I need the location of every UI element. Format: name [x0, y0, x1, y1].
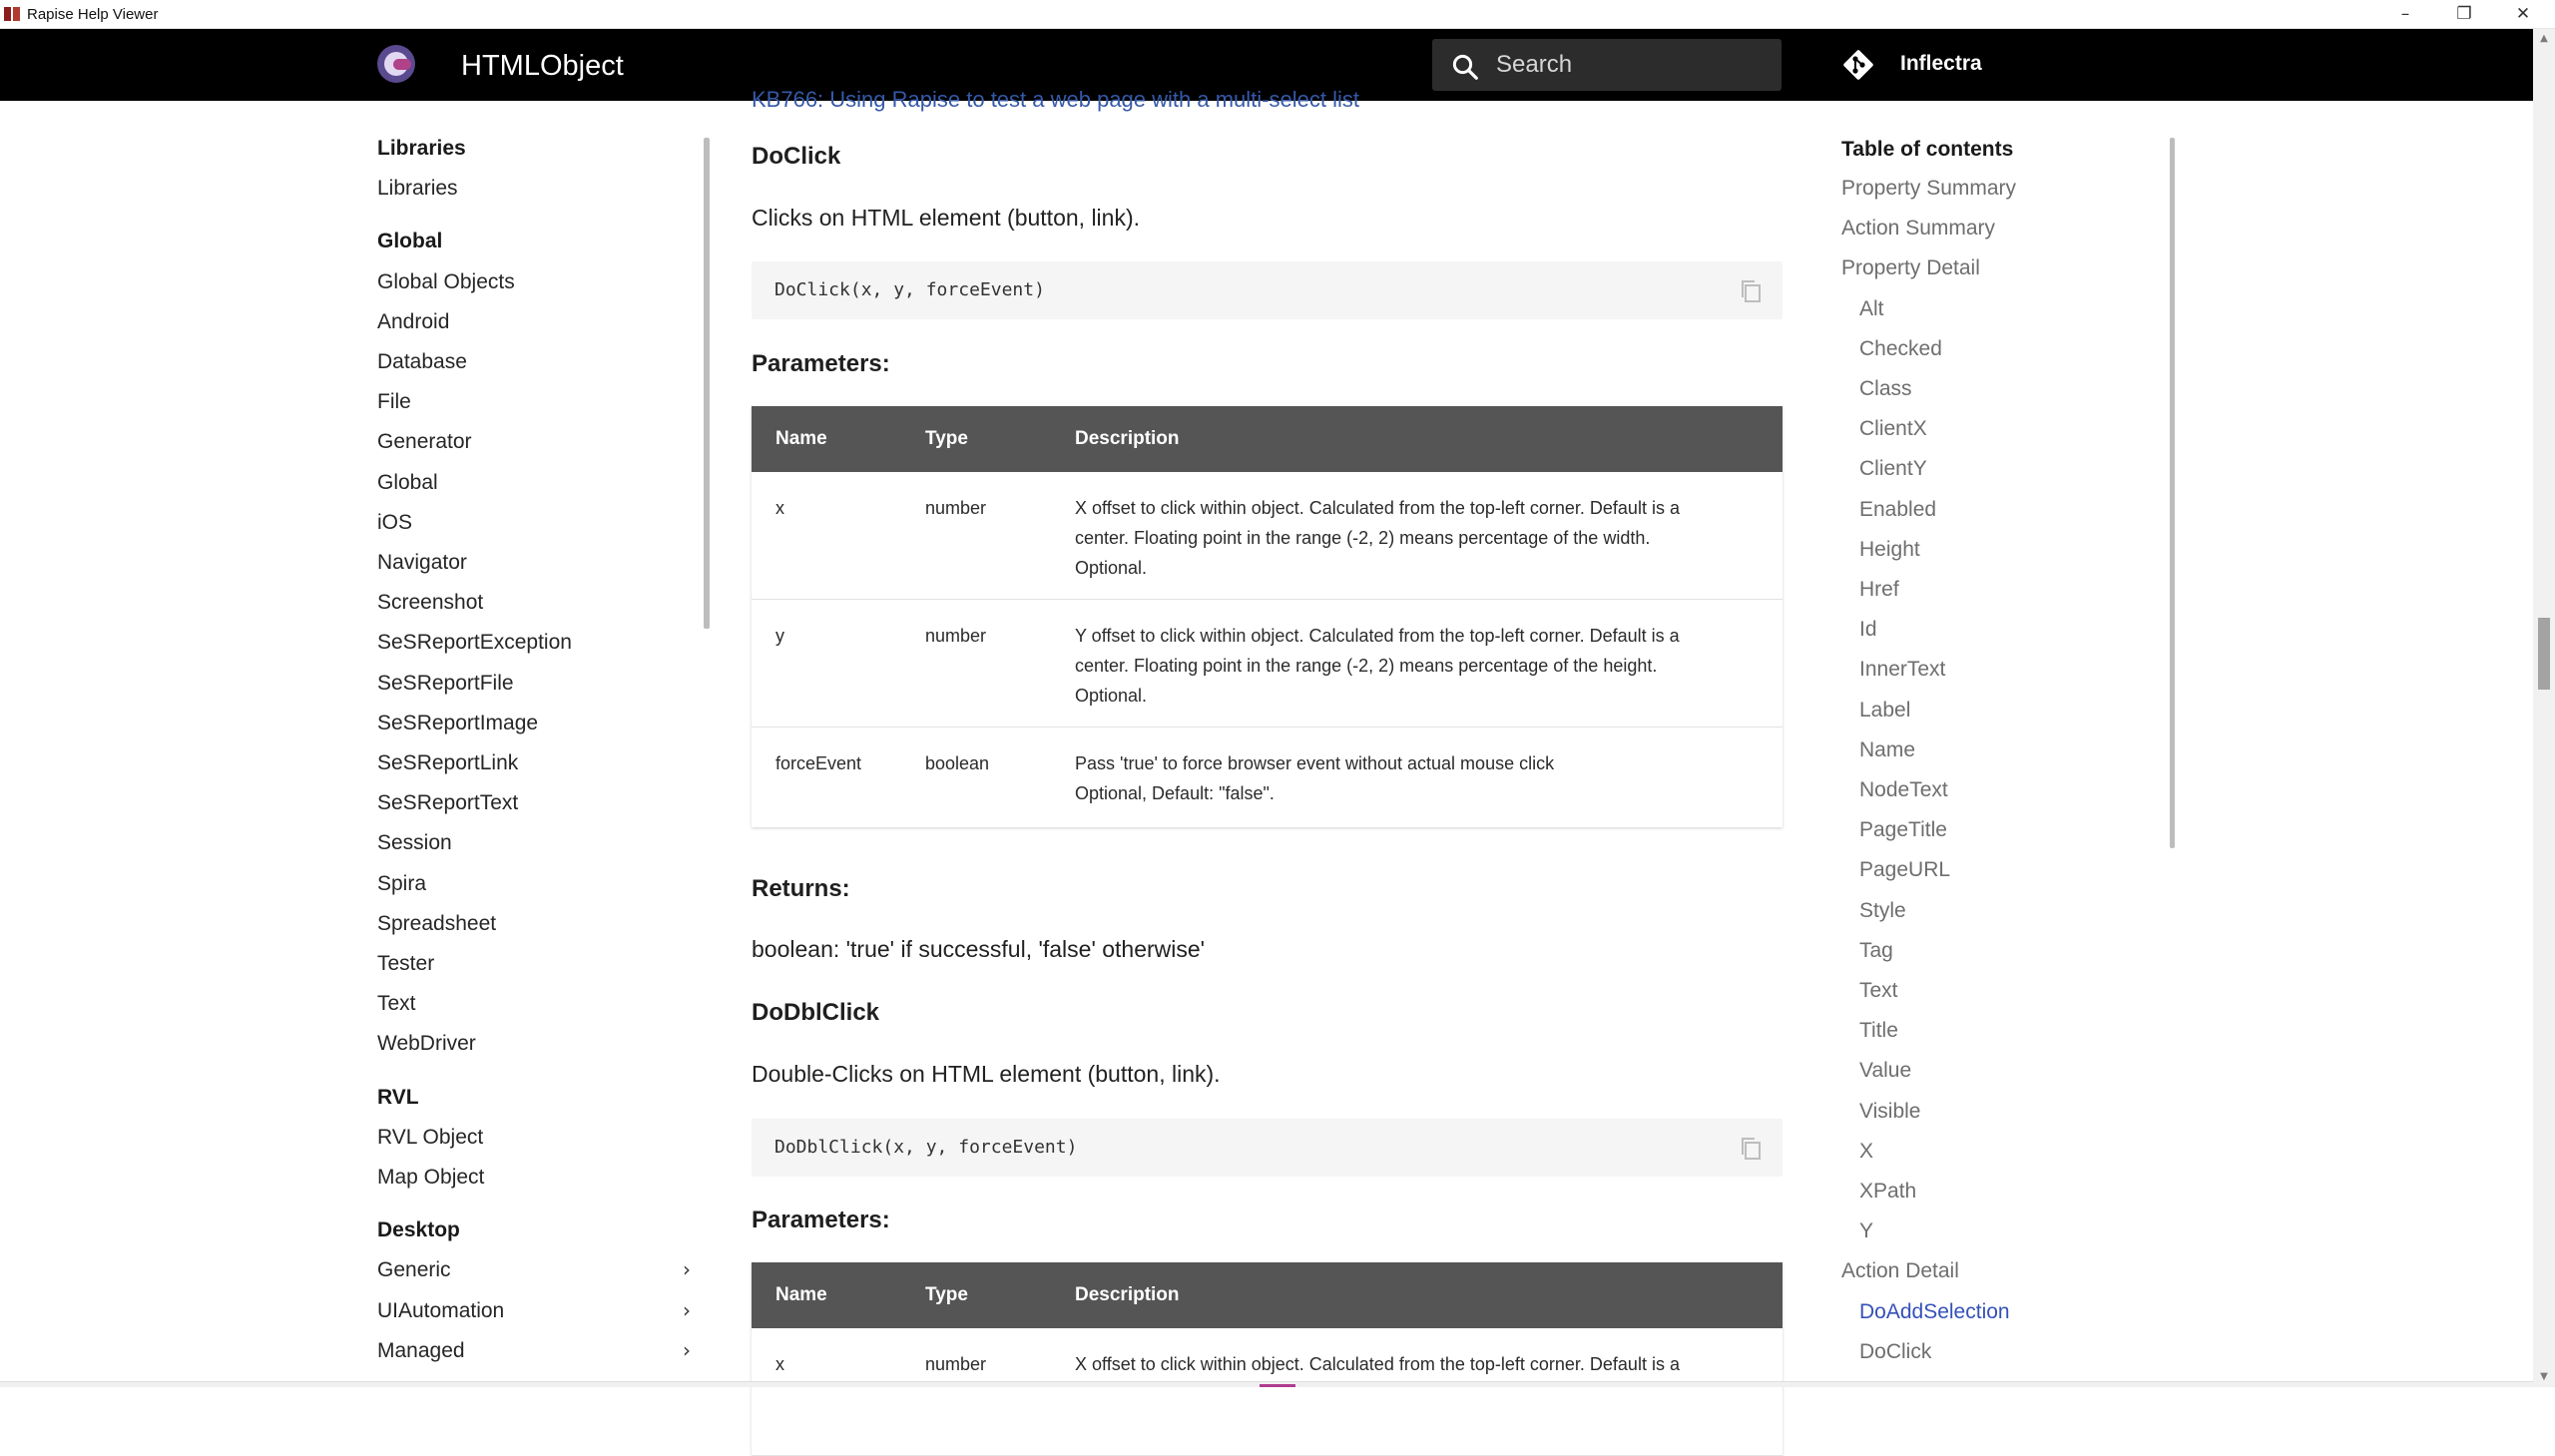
copy-icon[interactable] [1739, 278, 1763, 304]
doclick-parameters-heading: Parameters: [752, 350, 890, 377]
toc-item[interactable]: Checked [1859, 336, 1942, 360]
column-header-type: Type [925, 1284, 968, 1305]
toc-item[interactable]: ClientY [1859, 457, 1927, 481]
nav-item[interactable]: Spira [377, 871, 427, 895]
nav-item[interactable]: Libraries [377, 177, 458, 201]
nav-item[interactable]: Generic [377, 1258, 451, 1282]
nav-item[interactable]: Global Objects [377, 269, 515, 293]
nav-item[interactable]: File [377, 390, 411, 414]
param-description: X offset to click within object. Calculated from the top-left corner. Default is a center. Floating point in the range (-2, 2) means percentage of the width. Optional. [1075, 498, 1680, 578]
chevron-right-icon[interactable]: › [683, 1337, 691, 1362]
rapise-logo-icon[interactable] [377, 45, 415, 83]
nav-item[interactable]: Navigator [377, 551, 467, 574]
param-description: Y offset to click within object. Calculated from the top-left corner. Default is a center. Floating point in the range (-2, 2) means percentage of the height. Optional. [1075, 626, 1680, 706]
git-icon[interactable] [1840, 47, 1876, 83]
nav-item[interactable]: Database [377, 350, 467, 373]
restore-button[interactable]: ❐ [2456, 4, 2472, 24]
toc-item[interactable]: XPath [1859, 1180, 1917, 1203]
table-row [752, 1328, 1783, 1456]
nav-item[interactable]: Tester [377, 952, 435, 975]
toc-item[interactable]: Property Summary [1841, 177, 2017, 200]
nav-item[interactable]: SeSReportText [377, 791, 519, 815]
param-name: forceEvent [775, 753, 862, 773]
toc-scrollbar[interactable] [2170, 138, 2175, 848]
param-name: x [775, 498, 784, 518]
window-scrollbar[interactable] [2533, 29, 2555, 1387]
nav-item[interactable]: Spreadsheet [377, 911, 497, 935]
toc-item[interactable]: Href [1859, 578, 1899, 601]
search-box[interactable] [1432, 39, 1782, 91]
nav-item[interactable]: UIAutomation [377, 1298, 505, 1322]
param-description: Pass 'true' to force browser event without actual mouse click Optional, Default: "false". [1075, 753, 1555, 803]
toc-item[interactable]: Text [1859, 979, 1898, 1002]
nav-item[interactable]: Managed [377, 1338, 465, 1362]
dodblclick-code-block [752, 1119, 1783, 1177]
nav-item[interactable]: Session [377, 831, 452, 855]
param-type: number [925, 626, 987, 646]
dodblclick-heading: DoDblClick [752, 999, 880, 1026]
doclick-heading: DoClick [752, 143, 841, 170]
nav-item[interactable]: RVL Object [377, 1125, 484, 1149]
toc-item[interactable]: DoAddSelection [1859, 1299, 2010, 1323]
toc-item[interactable]: Visible [1859, 1099, 1921, 1123]
toc-item[interactable]: Enabled [1859, 497, 1937, 521]
minimize-button[interactable]: – [2400, 4, 2410, 24]
nav-item[interactable]: Screenshot [377, 591, 484, 615]
nav-item[interactable]: SeSReportException [377, 631, 572, 655]
toc-item[interactable]: Tag [1859, 938, 1893, 962]
toc-item[interactable]: Alt [1859, 296, 1884, 320]
toc-item[interactable]: Label [1859, 698, 1911, 722]
scroll-up-arrow-icon[interactable]: ▲ [2540, 33, 2548, 44]
toc-item[interactable]: Class [1859, 377, 1912, 400]
dodblclick-signature: DoDblClick(x, y, forceEvent) [774, 1137, 1078, 1158]
toc-item[interactable]: Property Detail [1841, 256, 1980, 280]
nav-item[interactable]: Generator [377, 430, 472, 454]
toc-item[interactable]: ClientX [1859, 417, 1927, 441]
copy-icon[interactable] [1739, 1136, 1763, 1162]
doclick-returns-heading: Returns: [752, 875, 850, 902]
kb-article-link[interactable]: KB766: Using Rapise to test a web page with a multi-select list [752, 87, 1359, 112]
scrollbar-thumb[interactable] [2538, 618, 2550, 690]
param-type: number [925, 1354, 987, 1374]
table-of-contents [1841, 101, 2171, 1363]
window-titlebar [0, 0, 2555, 29]
table-row [752, 728, 1783, 827]
column-header-name: Name [775, 428, 827, 449]
toc-item[interactable]: Action Summary [1841, 217, 1996, 241]
doclick-parameters-table [752, 406, 1783, 827]
table-row [752, 472, 1783, 600]
nav-item[interactable]: Text [377, 992, 416, 1016]
window-title: Rapise Help Viewer [27, 6, 159, 23]
toc-item[interactable]: PageURL [1859, 858, 1951, 882]
dodblclick-description: Double-Clicks on HTML element (button, link). [752, 1061, 1221, 1087]
scroll-down-arrow-icon[interactable]: ▼ [2540, 1371, 2548, 1382]
toc-item[interactable]: InnerText [1859, 658, 1946, 682]
nav-item[interactable]: iOS [377, 510, 413, 534]
page-title: HTMLObject [461, 50, 624, 82]
toc-item[interactable]: NodeText [1859, 778, 1948, 801]
status-marker [1260, 1384, 1295, 1387]
doclick-description: Clicks on HTML element (button, link). [752, 205, 1141, 231]
search-input[interactable] [1496, 47, 1766, 83]
toc-item[interactable]: Value [1859, 1059, 1912, 1083]
nav-item[interactable]: Map Object [377, 1166, 485, 1189]
dodblclick-parameters-heading: Parameters: [752, 1207, 890, 1233]
table-header [752, 1262, 1783, 1328]
repo-link[interactable]: Inflectra [1900, 52, 1982, 75]
toc-item[interactable]: Y [1859, 1219, 1874, 1243]
toc-item[interactable]: PageTitle [1859, 818, 1947, 842]
param-name: x [775, 1354, 784, 1374]
nav-scrollbar[interactable] [704, 138, 710, 629]
toc-item[interactable]: X [1859, 1139, 1874, 1163]
nav-section-heading: Libraries [377, 137, 466, 160]
toc-title: Table of contents [1841, 138, 2014, 161]
toc-item[interactable]: Style [1859, 898, 1906, 922]
table-header [752, 406, 1783, 472]
toc-item[interactable]: Name [1859, 737, 1916, 761]
chevron-right-icon[interactable]: › [683, 1257, 691, 1282]
param-description: X offset to click within object. Calculated from the top-left corner. Default is a [1075, 1354, 1680, 1374]
toc-item[interactable]: Height [1859, 537, 1920, 561]
param-name: y [775, 626, 784, 646]
main-content [752, 87, 1783, 1374]
app-book-icon [4, 7, 20, 21]
nav-item[interactable]: SeSReportImage [377, 711, 539, 734]
nav-item[interactable]: Android [377, 309, 450, 333]
nav-item[interactable]: SeSReportLink [377, 751, 519, 774]
nav-item[interactable]: Global [377, 470, 438, 494]
left-navigation [377, 101, 712, 1362]
bottom-status-strip [0, 1381, 2533, 1387]
column-header-name: Name [775, 1284, 827, 1305]
nav-item[interactable]: WebDriver [377, 1032, 476, 1056]
toc-item[interactable]: Id [1859, 618, 1877, 642]
nav-section-heading: RVL [377, 1085, 419, 1109]
table-row [752, 600, 1783, 728]
dodblclick-parameters-table [752, 1262, 1783, 1456]
search-icon [1450, 52, 1480, 82]
param-type: boolean [925, 753, 990, 773]
nav-section-heading: Desktop [377, 1218, 460, 1242]
column-header-description: Description [1075, 1284, 1180, 1305]
chevron-right-icon[interactable]: › [683, 1297, 691, 1322]
nav-item[interactable]: SeSReportFile [377, 671, 514, 695]
doclick-signature: DoClick(x, y, forceEvent) [774, 279, 1045, 300]
toc-item[interactable]: Title [1859, 1019, 1898, 1043]
doclick-returns-text: boolean: 'true' if successful, 'false' otherwise' [752, 936, 1206, 962]
doclick-code-block [752, 261, 1783, 319]
column-header-description: Description [1075, 428, 1180, 449]
param-type: number [925, 498, 987, 518]
column-header-type: Type [925, 428, 968, 449]
toc-item[interactable]: Action Detail [1841, 1259, 1959, 1283]
toc-item[interactable]: DoClick [1859, 1339, 1932, 1363]
close-button[interactable]: ✕ [2515, 4, 2531, 24]
nav-section-heading: Global [377, 230, 443, 253]
